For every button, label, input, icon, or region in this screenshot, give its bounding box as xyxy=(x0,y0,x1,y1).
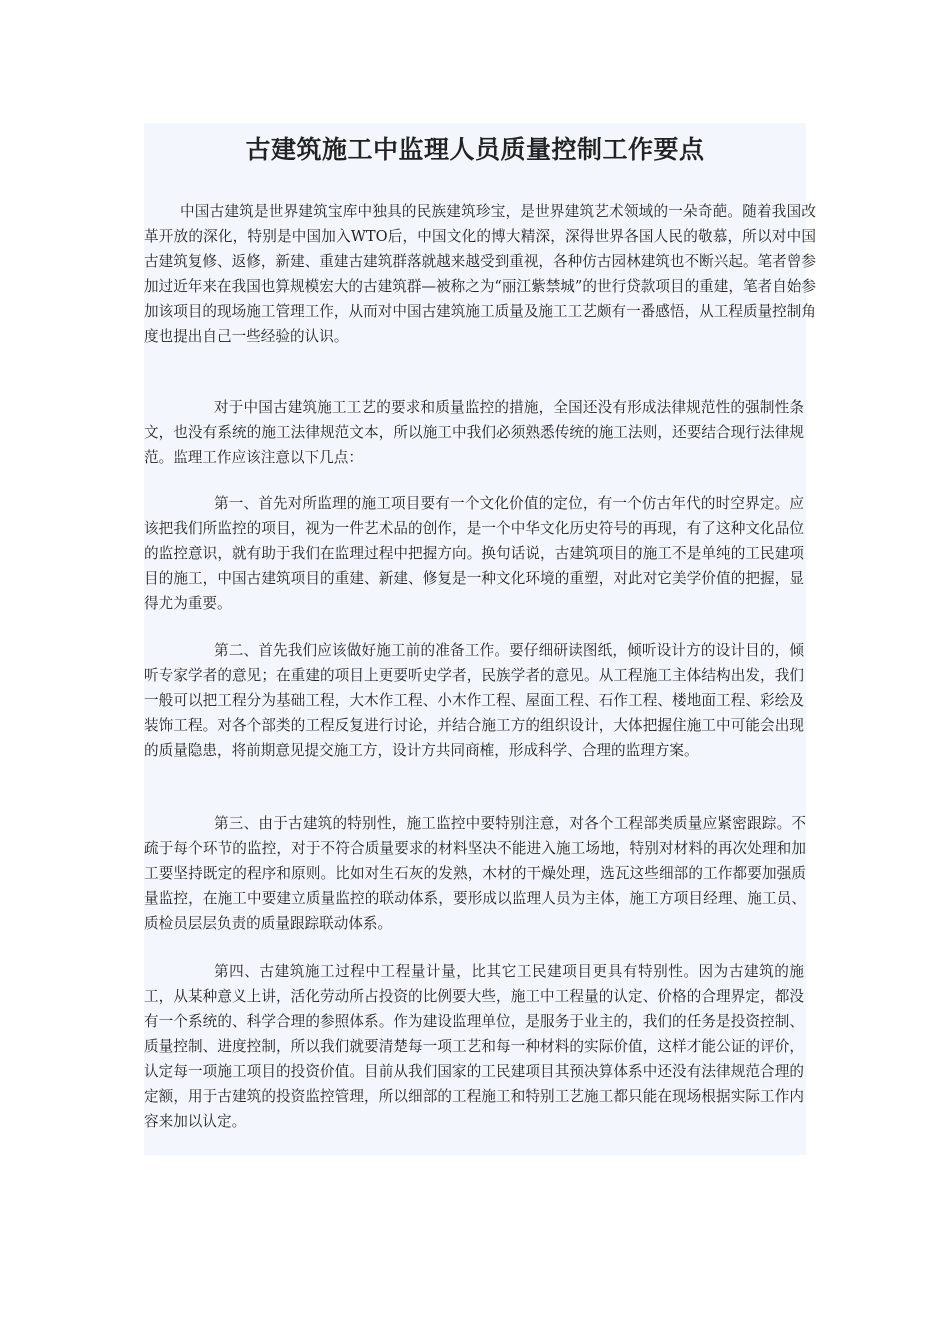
document-body xyxy=(144,123,816,1155)
paragraph-intro: 中国古建筑是世界建筑宝库中独具的民族建筑珍宝，是世界建筑艺术领域的一朵奇葩。随着我国改革开放的深化，特别是中国加入WTO后，中国文化的博大精深，深得世界各国人民的敬慕，所以对中国古建筑复修、返修，新建、重建古建筑群落就越来越受到重视，各种仿古园林建筑也不断兴起。笔者曾参加过近年来在我国也算规模宏大的古建筑群—被称之为“丽江紫禁城”的世行贷款项目的重建，笔者自始参加该项目的现场施工管理工作，从而对中国古建筑施工质量及施工工艺颇有一番感悟，从工程质量控制角度也提出自己一些经验的认识。 xyxy=(144,203,816,345)
paragraph-point-four: 第四、古建筑施工过程中工程量计量，比其它工民建项目更具有特别性。因为古建筑的施工，从某种意义上讲，活化劳动所占投资的比例要大些，施工中工程量的认定、价格的合理界定，都没有一个系统的、科学合理的参照体系。作为建设监理单位，是服务于业主的，我们的任务是投资控制、质量控制、进度控制，所以我们就要清楚每一项工艺和每一种材料的实际价值，这样才能公证的评价，认定每一项施工项目的投资价值。目前从我们国家的工民建项目其预决算体系中还没有法律规范合理的定额，用于古建筑的投资监控管理，所以细部的工程施工和特别工艺施工都只能在现场根据实际工作内容来加以认定。 xyxy=(144,963,804,1130)
paragraph-point-one: 第一、首先对所监理的施工项目要有一个文化价值的定位，有一个仿古年代的时空界定。应该把我们所监控的项目，视为一件艺术品的创作，是一个中华文化历史符号的再现，有了这种文化品位的监控意识，就有助于我们在监理过程中把握方向。换句话说，古建筑项目的施工不是单纯的工民建项目的施工，中国古建筑项目的重建、新建、修复是一种文化环境的重塑，对此对它美学价值的把握，显得尤为重要。 xyxy=(144,495,804,612)
paragraph-overview: 对于中国古建筑施工工艺的要求和质量监控的措施，全国还没有形成法律规范性的强制性条文，也没有系统的施工法律规范文本，所以施工中我们必须熟悉传统的施工法则，还要结合现行法律规范。监理工作应该注意以下几点： xyxy=(144,399,804,466)
paragraph-point-three: 第三、由于古建筑的特别性，施工监控中要特别注意，对各个工程部类质量应紧密跟踪。不疏于每个环节的监控，对于不符合质量要求的材料坚决不能进入施工场地，特别对材料的再次处理和加工要坚持既定的程序和原则。比如对生石灰的发熟，木材的干燥处理，选瓦这些细部的工作都要加强质量监控，在施工中要建立质量监控的联动体系，要形成以监理人员为主体，施工方项目经理、施工员、质检员层层负责的质量跟踪联动体系。 xyxy=(144,815,806,932)
document-title: 古建筑施工中监理人员质量控制工作要点 xyxy=(245,135,705,164)
paragraph-point-two: 第二、首先我们应该做好施工前的准备工作。要仔细研读图纸，倾听设计方的设计目的，倾听专家学者的意见；在重建的项目上更要听史学者，民族学者的意见。从工程施工主体结构出发，我们一般可以把工程分为基础工程，大木作工程、小木作工程、屋面工程、石作工程、楼地面工程、彩绘及装饰工程。对各个部类的工程反复进行讨论，并结合施工方的组织设计，大体把握住施工中可能会出现的质量隐患，将前期意见提交施工方，设计方共同商榷，形成科学、合理的监理方案。 xyxy=(144,642,804,759)
